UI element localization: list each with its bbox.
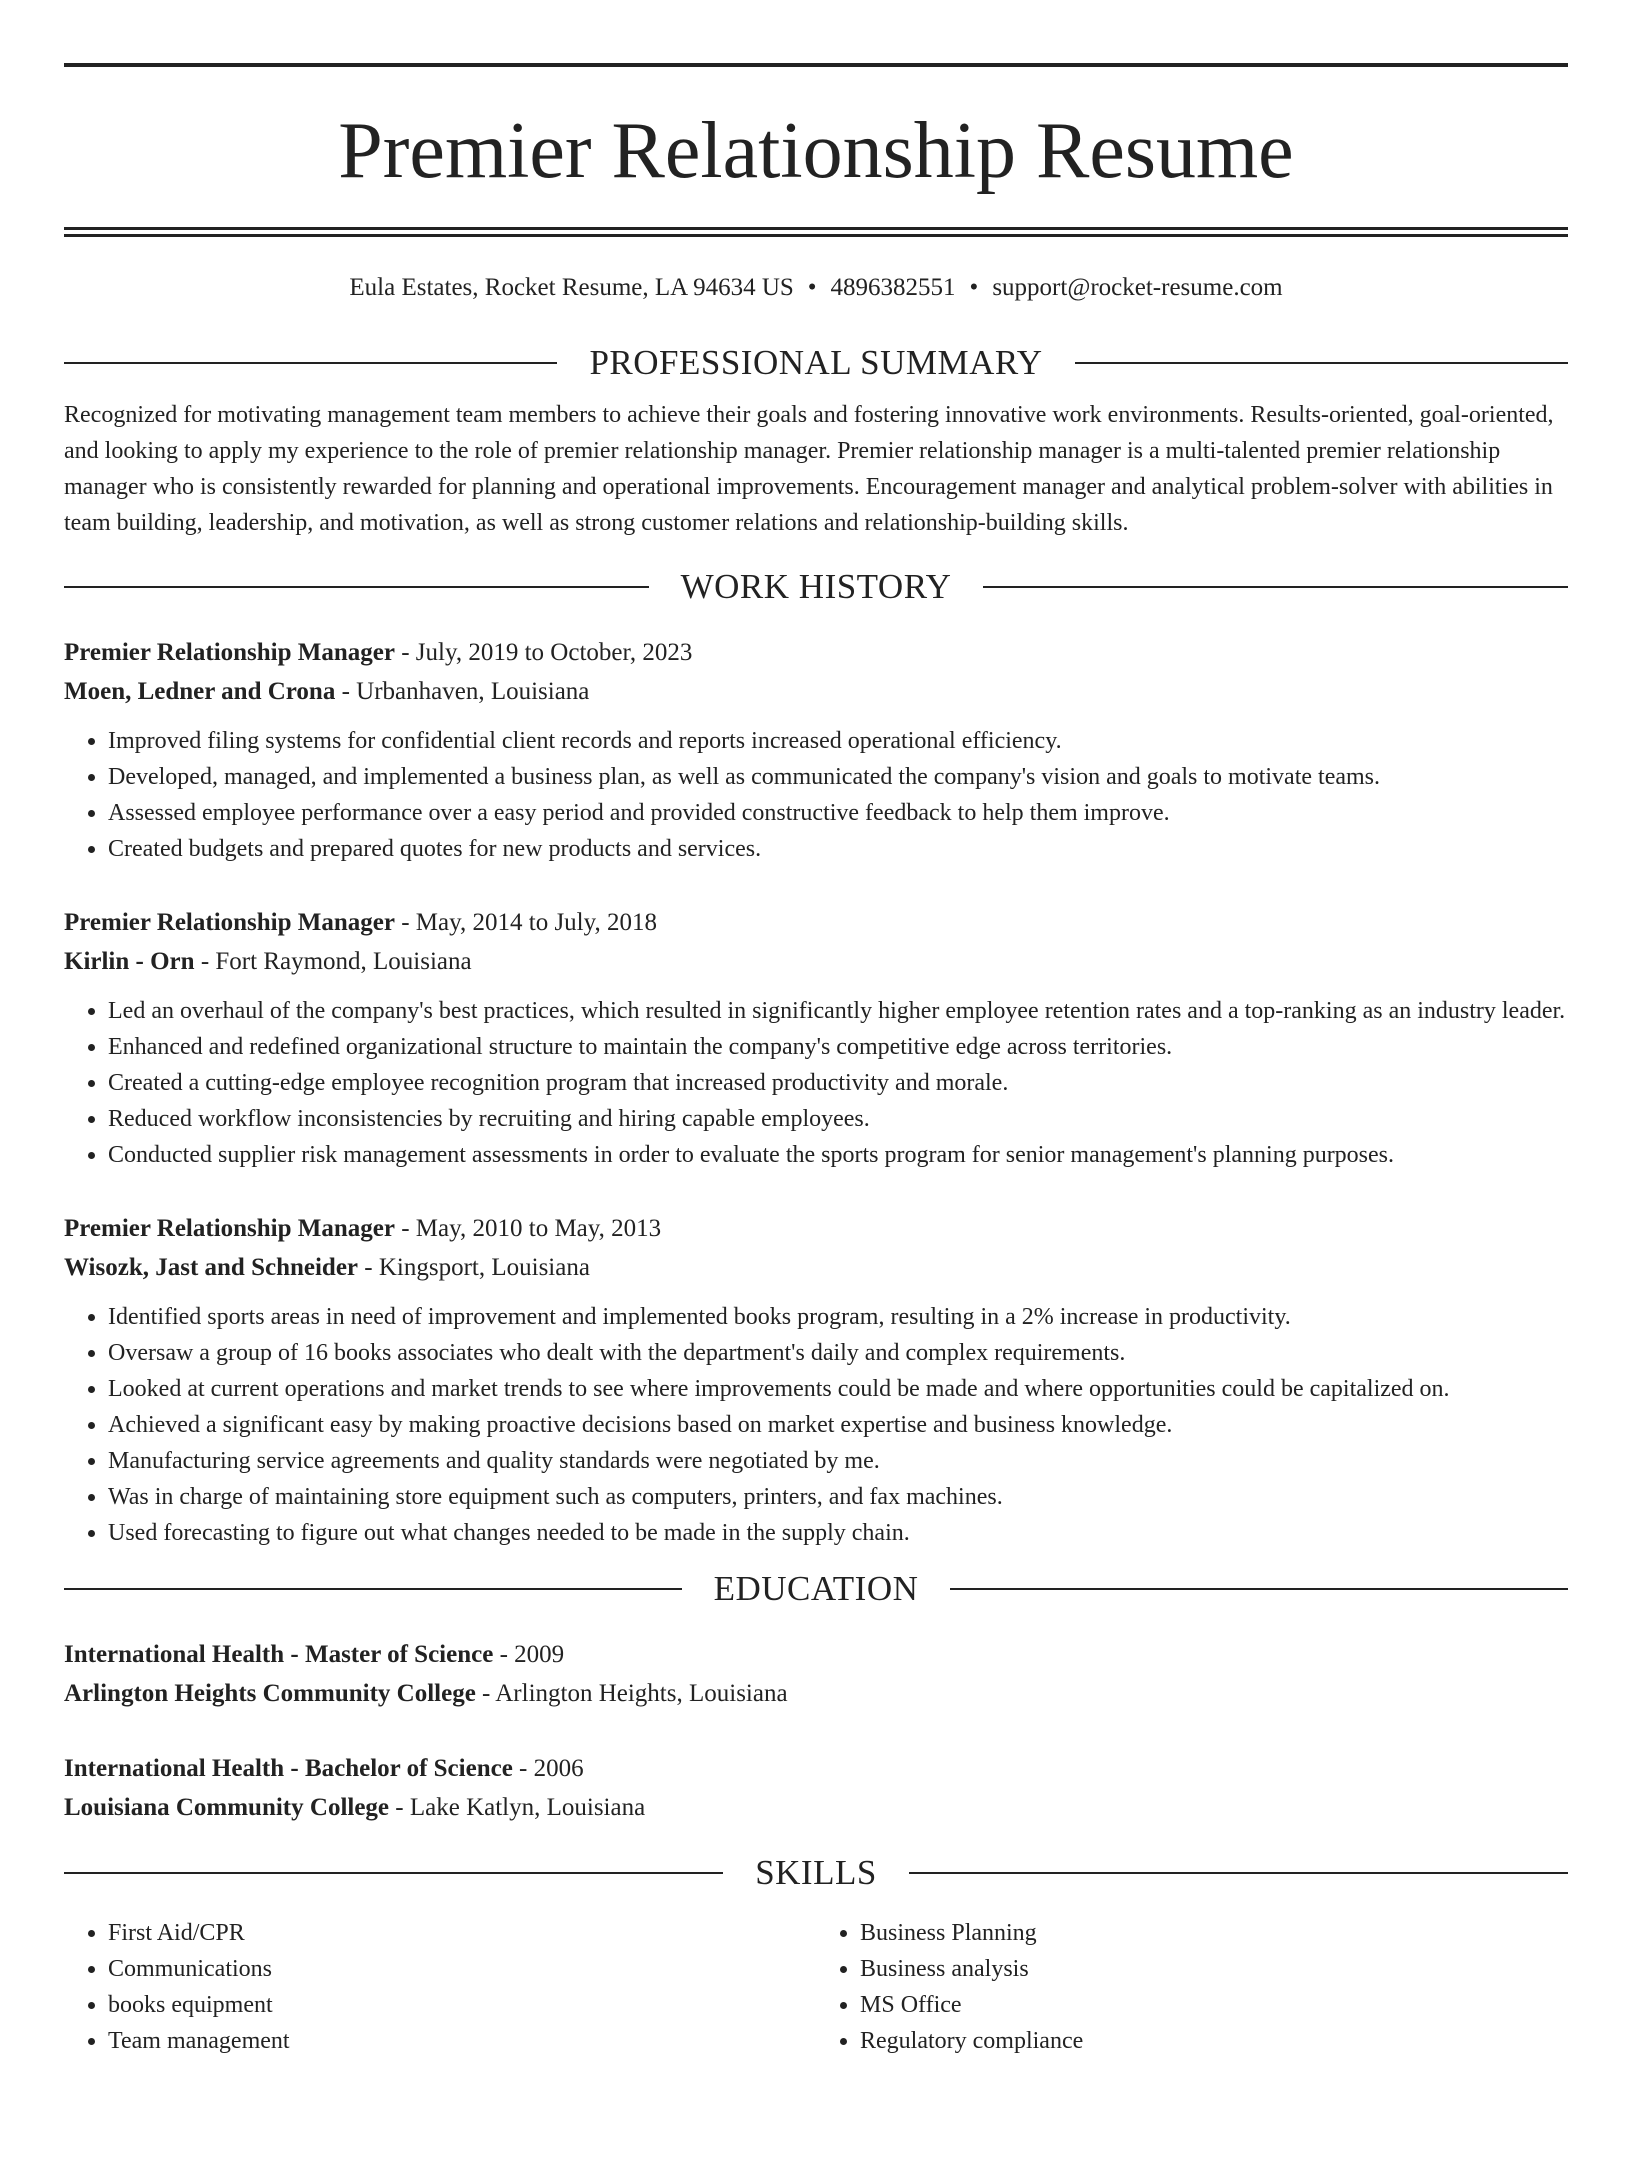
list-item: • Assessed employee performance over a easy period and provided constructive feedback to help them improve. (108, 795, 1568, 831)
job-title: Premier Relationship Manager (64, 1215, 395, 1242)
section-rule (909, 1872, 1568, 1874)
title-double-rule (64, 227, 1568, 237)
list-item: • Looked at current operations and market trends to see where improvements could be made and where opportunities could be capitalized on. (108, 1371, 1568, 1407)
list-item: • Achieved a significant easy by making proactive decisions based on market expertise and business knowledge. (108, 1407, 1568, 1443)
section-title-summary: PROFESSIONAL SUMMARY (589, 343, 1043, 382)
contact-separator: • (807, 274, 817, 301)
job-entry (64, 1209, 1568, 1551)
job-bullets (64, 1299, 1568, 1551)
education-degree: International Health - Master of Science (64, 1641, 494, 1668)
summary-paragraph: Recognized for motivating management team members to achieve their goals and fostering innovative work environments. Results-oriented, goal-oriented, and looking to apply my experience to the role of premier relationship manager. Premier relationship manager is a multi-talented premier relationship manager who is consistently rewarded for planning and operational improvements. Encouragement manager and analytical problem-solver with abilities in team building, leadership, and motivation, as well as strong customer relations and relationship-building skills. (64, 402, 1554, 536)
job-entry (64, 903, 1568, 1173)
education-school-line (64, 1674, 1568, 1713)
education-year: - 2009 (493, 1641, 565, 1668)
job-title: Premier Relationship Manager (64, 639, 395, 666)
section-rule (64, 362, 557, 364)
education-year: - 2006 (512, 1755, 584, 1782)
education-school-line (64, 1788, 1568, 1827)
list-item: • Conducted supplier risk management assessments in order to evaluate the sports program for senior management's planning purposes. (108, 1137, 1568, 1173)
list-item: • Improved filing systems for confidential client records and reports increased operational efficiency. (108, 723, 1568, 759)
job-company-line (64, 1248, 1568, 1287)
section-header-skills (64, 1853, 1568, 1893)
section-title-work: WORK HISTORY (680, 567, 952, 606)
job-location: - Kingsport, Louisiana (358, 1254, 590, 1281)
list-item: • Business analysis (860, 1951, 1568, 1987)
section-rule (64, 586, 649, 588)
list-item: • books equipment (108, 1987, 816, 2023)
job-company-line (64, 942, 1568, 981)
contact-address: Eula Estates, Rocket Resume, LA 94634 US (349, 274, 794, 301)
top-rule (64, 63, 1568, 67)
section-header-work (64, 567, 1568, 607)
section-title-education: EDUCATION (713, 1569, 919, 1608)
list-item: • Led an overhaul of the company's best practices, which resulted in significantly higher employee retention rates and a top-ranking as an industry leader. (108, 993, 1568, 1029)
education-location: - Lake Katlyn, Louisiana (389, 1794, 646, 1821)
list-item: • MS Office (860, 1987, 1568, 2023)
list-item: • Created a cutting-edge employee recognition program that increased productivity and morale. (108, 1065, 1568, 1101)
education-entry (64, 1749, 1568, 1827)
list-item: • Business Planning (860, 1915, 1568, 1951)
job-title-line (64, 903, 1568, 942)
job-company-line (64, 672, 1568, 711)
resume-title: Premier Relationship Resume (338, 107, 1294, 195)
section-rule (983, 586, 1568, 588)
job-dates: - May, 2010 to May, 2013 (394, 1215, 662, 1242)
list-item: • Reduced workflow inconsistencies by recruiting and hiring capable employees. (108, 1101, 1568, 1137)
list-item: • Oversaw a group of 16 books associates who dealt with the department's daily and complex requirements. (108, 1335, 1568, 1371)
job-company: Moen, Ledner and Crona (64, 678, 336, 705)
job-title-line (64, 633, 1568, 672)
job-title: Premier Relationship Manager (64, 909, 395, 936)
section-title-skills: SKILLS (755, 1853, 877, 1892)
contact-line (64, 271, 1568, 305)
section-rule (950, 1588, 1568, 1590)
list-item: • Manufacturing service agreements and quality standards were negotiated by me. (108, 1443, 1568, 1479)
job-location: - Fort Raymond, Louisiana (194, 948, 472, 975)
job-dates: - July, 2019 to October, 2023 (394, 639, 693, 666)
section-rule (64, 1588, 682, 1590)
job-company: Wisozk, Jast and Schneider (64, 1254, 359, 1281)
section-header-summary (64, 343, 1568, 383)
list-item: • Developed, managed, and implemented a business plan, as well as communicated the company's vision and goals to motivate teams. (108, 759, 1568, 795)
list-item: • Regulatory compliance (860, 2023, 1568, 2059)
job-bullets (64, 723, 1568, 867)
education-school: Arlington Heights Community College (64, 1680, 476, 1707)
education-degree: International Health - Bachelor of Science (64, 1755, 513, 1782)
contact-separator: • (969, 274, 979, 301)
education-school: Louisiana Community College (64, 1794, 390, 1821)
education-location: - Arlington Heights, Louisiana (475, 1680, 788, 1707)
list-item: • Identified sports areas in need of improvement and implemented books program, resulting in a 2% increase in productivity. (108, 1299, 1568, 1335)
job-dates: - May, 2014 to July, 2018 (394, 909, 658, 936)
resume-page (0, 63, 1632, 2175)
list-item: • Was in charge of maintaining store equipment such as computers, printers, and fax machines. (108, 1479, 1568, 1515)
job-company: Kirlin - Orn (64, 948, 195, 975)
list-item: • Used forecasting to figure out what changes needed to be made in the supply chain. (108, 1515, 1568, 1551)
job-title-line (64, 1209, 1568, 1248)
list-item: • Team management (108, 2023, 816, 2059)
skills-list-left (64, 1915, 816, 2059)
education-degree-line (64, 1635, 1568, 1674)
job-entry (64, 633, 1568, 867)
list-item: • Enhanced and redefined organizational structure to maintain the company's competitive edge across territories. (108, 1029, 1568, 1065)
section-rule (64, 1872, 723, 1874)
contact-phone: 4896382551 (830, 274, 956, 301)
list-item: • Created budgets and prepared quotes for new products and services. (108, 831, 1568, 867)
list-item: • Communications (108, 1951, 816, 1987)
skills-columns (64, 1915, 1568, 2059)
job-bullets (64, 993, 1568, 1173)
skills-list-right (816, 1915, 1568, 2059)
contact-email: support@rocket-resume.com (992, 274, 1283, 301)
education-degree-line (64, 1749, 1568, 1788)
list-item: • First Aid/CPR (108, 1915, 816, 1951)
job-location: - Urbanhaven, Louisiana (335, 678, 590, 705)
section-header-education (64, 1569, 1568, 1609)
education-entry (64, 1635, 1568, 1713)
section-rule (1075, 362, 1568, 364)
